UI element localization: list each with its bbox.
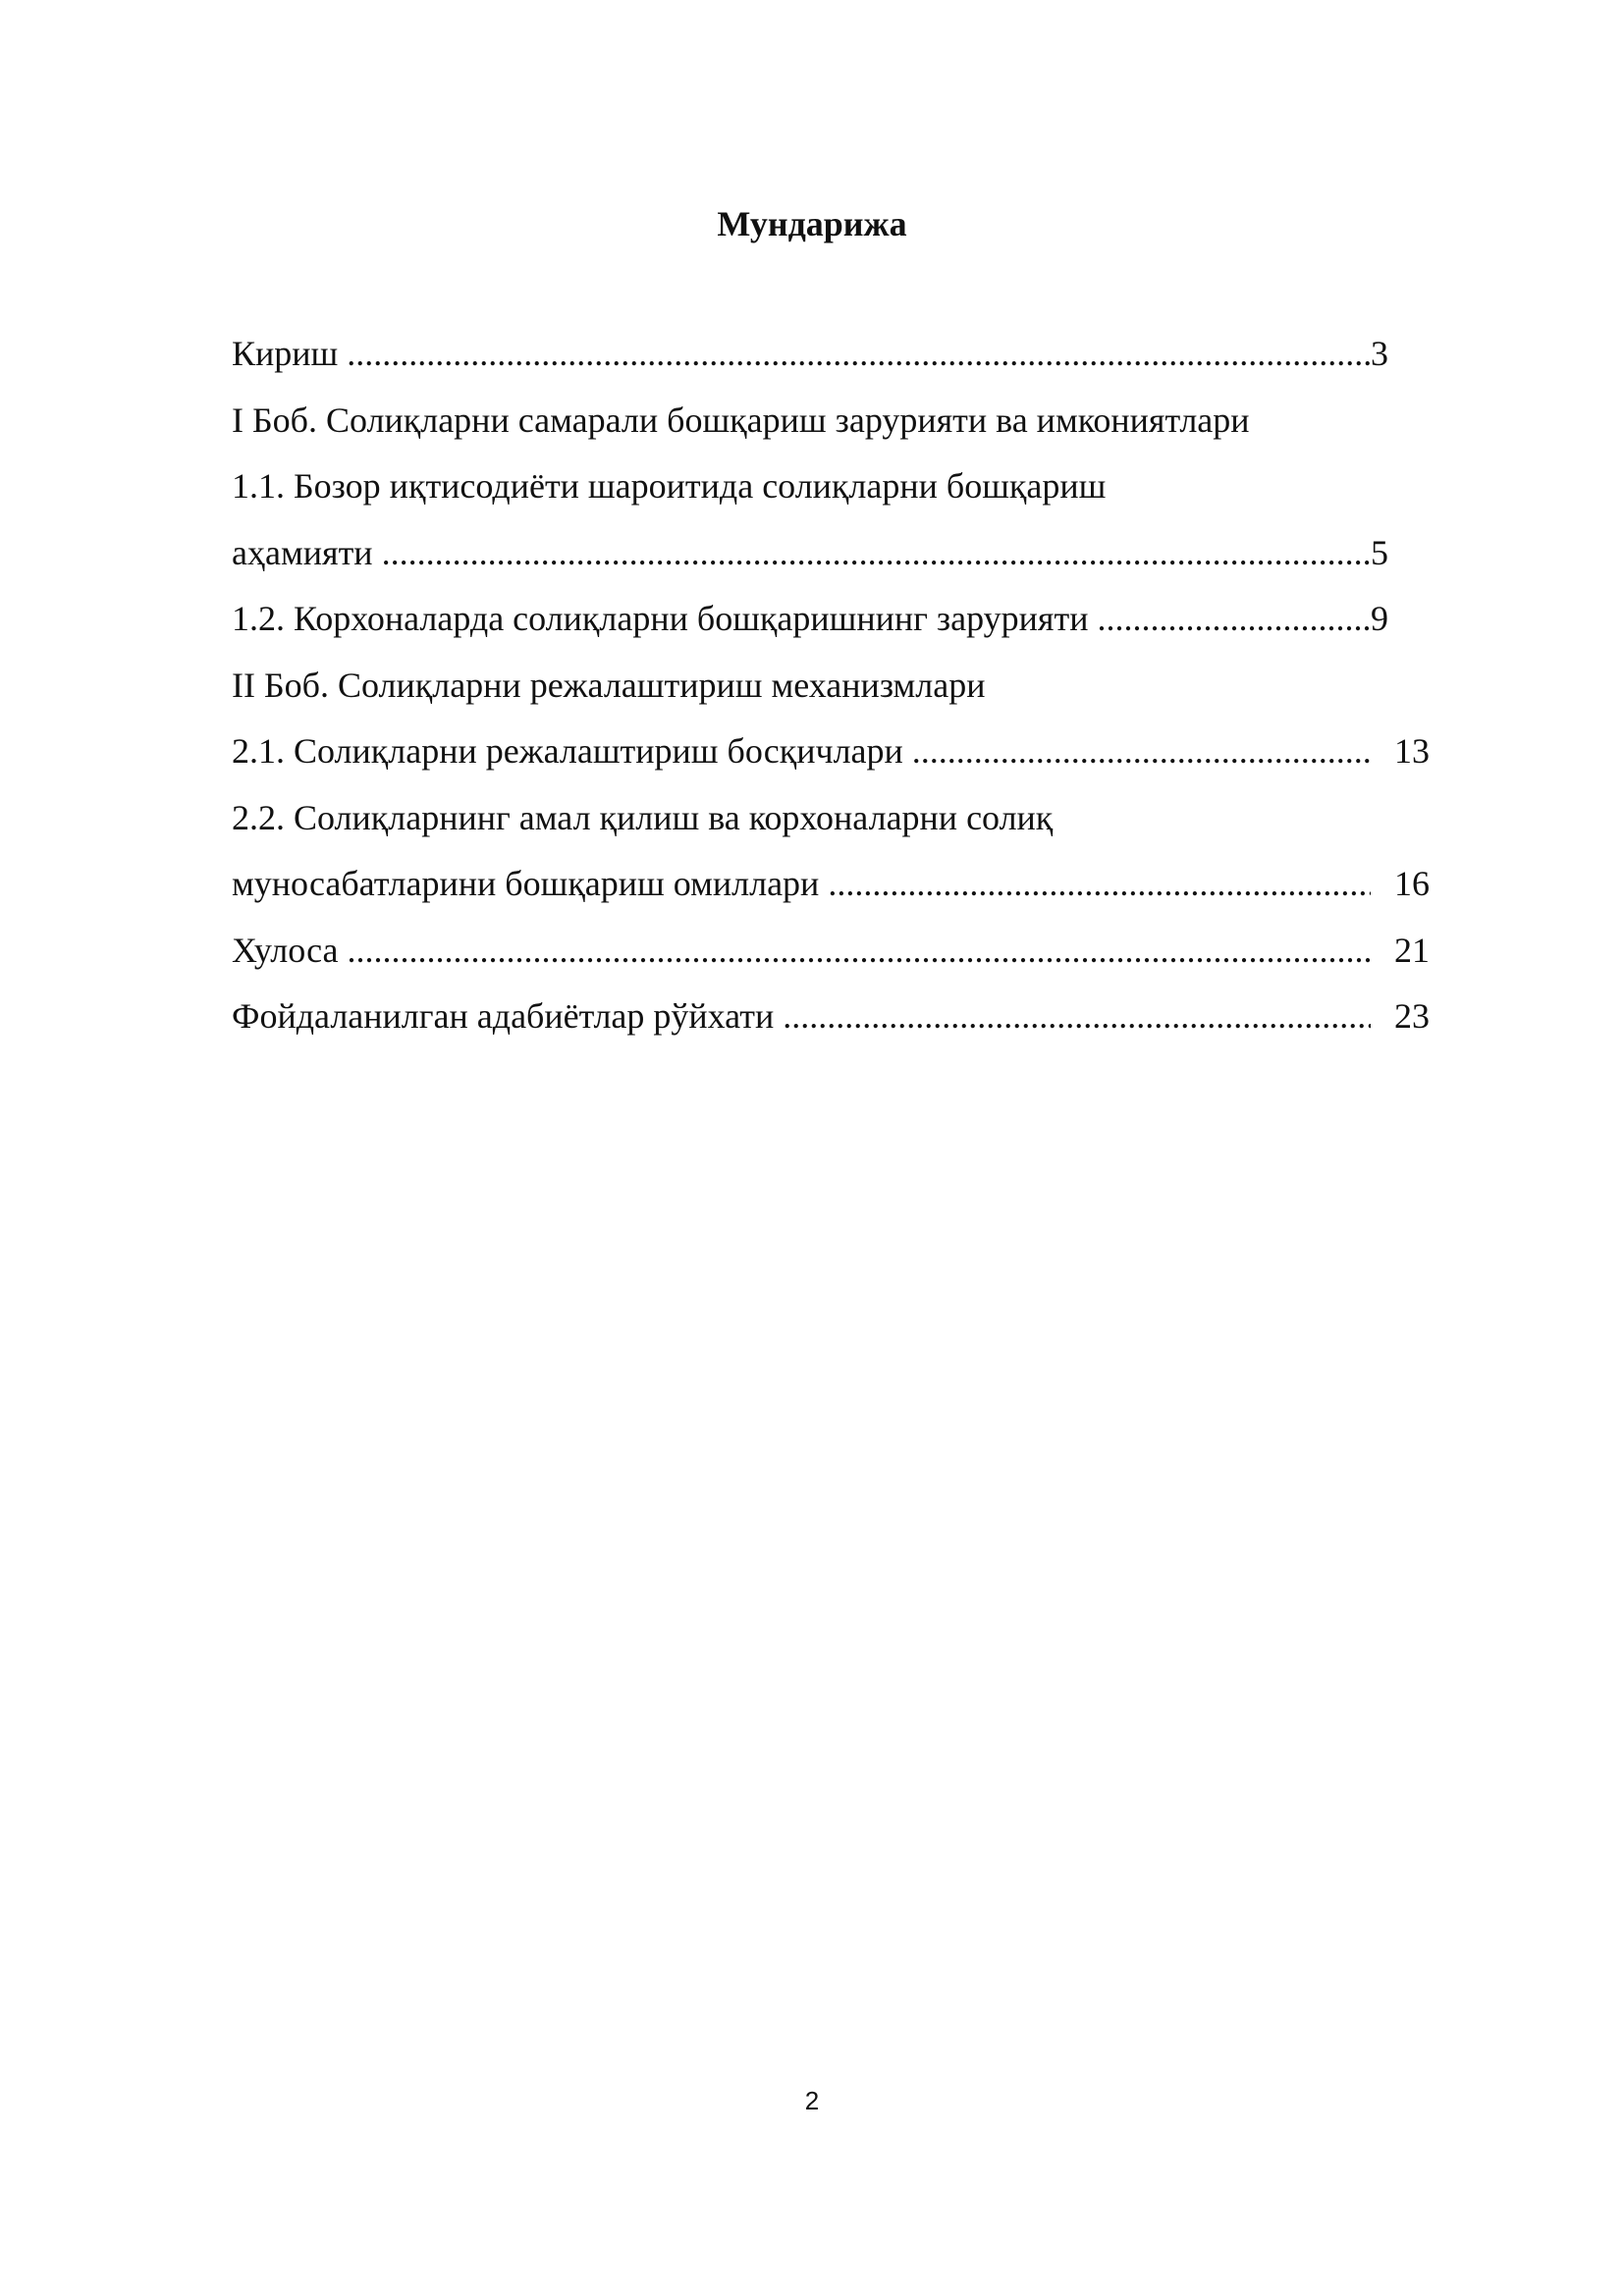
toc-entry-text: 2.1. Солиқларни режалаштириш босқичлари .....	[232, 719, 1371, 785]
toc-entry	[232, 321, 1437, 388]
toc-entry-page-number: 13	[1394, 731, 1430, 771]
toc-entry-text: аҳамияти .....	[232, 520, 1371, 587]
toc-entry-page-number: 16	[1394, 864, 1430, 903]
toc-entry	[232, 719, 1437, 785]
page-number-footer: 2	[804, 2086, 820, 2115]
toc-entry	[232, 984, 1437, 1050]
toc-entry-text: Кириш .....	[232, 321, 1371, 388]
toc-entry-text: ІІ Боб. Солиқларни режалаштириш механизмлари	[232, 665, 986, 705]
toc-entry	[232, 851, 1437, 918]
toc-entry-text: Фойдаланилган адабиётлар рўйхати .....	[232, 984, 1371, 1050]
toc-entry-text: 2.2. Солиқларнинг амал қилиш ва корхоналарни солиқ	[232, 797, 1054, 837]
page-title: Мундарижа	[717, 204, 907, 243]
toc-entry-text: 1.2. Корхоналарда солиқларни бошқаришнинг зарурияти .....	[232, 586, 1371, 653]
toc-entry	[232, 586, 1437, 653]
toc-entry-text: Хулоса .....	[232, 918, 1371, 985]
toc-entry	[232, 653, 1437, 720]
toc-entry	[232, 918, 1437, 985]
toc-entry-page-number: 3	[1371, 334, 1388, 373]
table-of-contents	[232, 321, 1437, 1050]
toc-entry-page-number: 5	[1371, 532, 1388, 572]
toc-entry	[232, 388, 1437, 454]
toc-entry-text: І Боб. Солиқларни самарали бошқариш зарурияти ва имкониятлари	[232, 400, 1250, 440]
toc-entry-page-number: 9	[1371, 599, 1388, 638]
toc-entry	[232, 785, 1437, 852]
toc-entry-text: муносабатларини бошқариш омиллари .....	[232, 851, 1371, 918]
toc-entry	[232, 454, 1437, 520]
toc-entry	[232, 520, 1437, 587]
toc-entry-page-number: 21	[1394, 930, 1430, 970]
toc-entry-text: 1.1. Бозор иқтисодиёти шароитида солиқларни бошқариш	[232, 466, 1107, 506]
toc-entry-page-number: 23	[1394, 996, 1430, 1036]
